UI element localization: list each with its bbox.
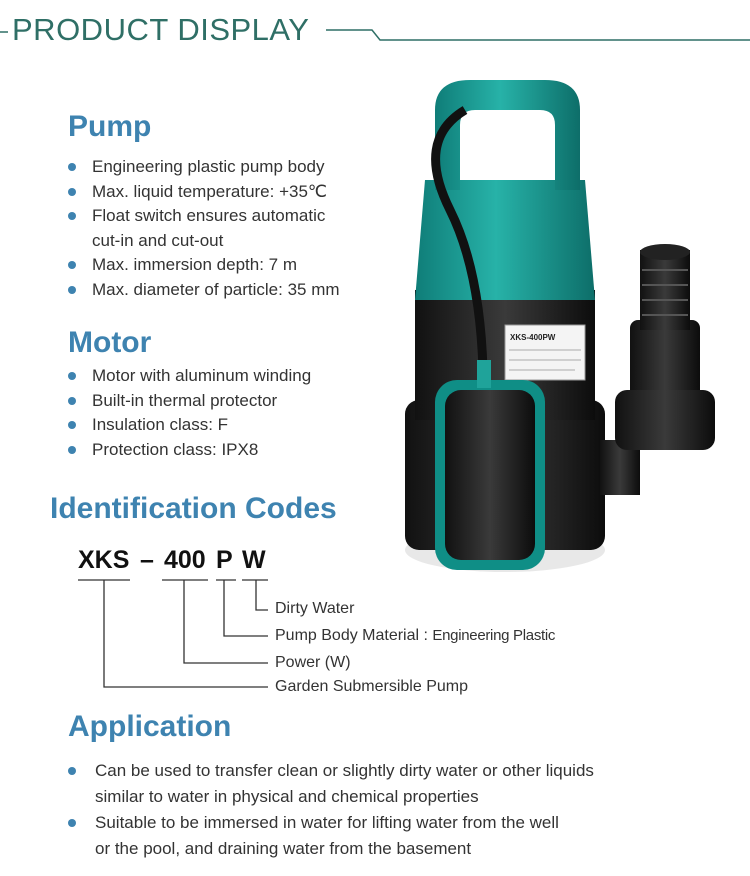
pump-label-text: XKS-400PW	[510, 333, 556, 342]
code-label-power: Power (W)	[275, 654, 351, 671]
pump-feature-list	[68, 155, 368, 302]
list-item: Protection class: IPX8	[68, 438, 368, 463]
pump-product-image	[395, 70, 725, 590]
pump-section-title: Pump	[68, 110, 152, 143]
code-series: XKS	[78, 546, 130, 574]
code-power: 400	[164, 546, 206, 574]
list-item: Insulation class: F	[68, 413, 368, 438]
code-label-material-value: Engineering Plastic	[432, 627, 556, 644]
code-label-material-text: Pump Body Material :	[275, 627, 433, 644]
application-section-title: Application	[68, 710, 232, 743]
motor-feature-list	[68, 364, 368, 462]
page-title: PRODUCT DISPLAY	[12, 12, 310, 47]
section-header	[0, 12, 750, 52]
code-label-material	[275, 627, 555, 645]
list-item: Max. diameter of particle: 35 mm	[68, 278, 368, 303]
code-water: W	[242, 546, 266, 574]
list-item: Built-in thermal protector	[68, 389, 368, 414]
code-dash: –	[140, 546, 154, 574]
list-item: Suitable to be immersed in water for lifting water from the well or the pool, and draining water from the basement	[68, 810, 575, 862]
list-item: Max. liquid temperature: +35℃	[68, 180, 368, 205]
code-label-dirty-water: Dirty Water	[275, 600, 355, 617]
code-material: P	[216, 546, 233, 574]
list-item: Max. immersion depth: 7 m	[68, 253, 368, 278]
list-item: Can be used to transfer clean or slightly dirty water or other liquids similar to water in physical and chemical properties	[68, 758, 615, 810]
list-item: Motor with aluminum winding	[68, 364, 368, 389]
list-item: Float switch ensures automatic cut-in and cut-out	[68, 204, 352, 253]
application-list	[68, 758, 628, 862]
identification-section-title: Identification Codes	[50, 492, 337, 525]
code-label-series: Garden Submersible Pump	[275, 678, 468, 695]
motor-section-title: Motor	[68, 326, 152, 359]
list-item: Engineering plastic pump body	[68, 155, 368, 180]
